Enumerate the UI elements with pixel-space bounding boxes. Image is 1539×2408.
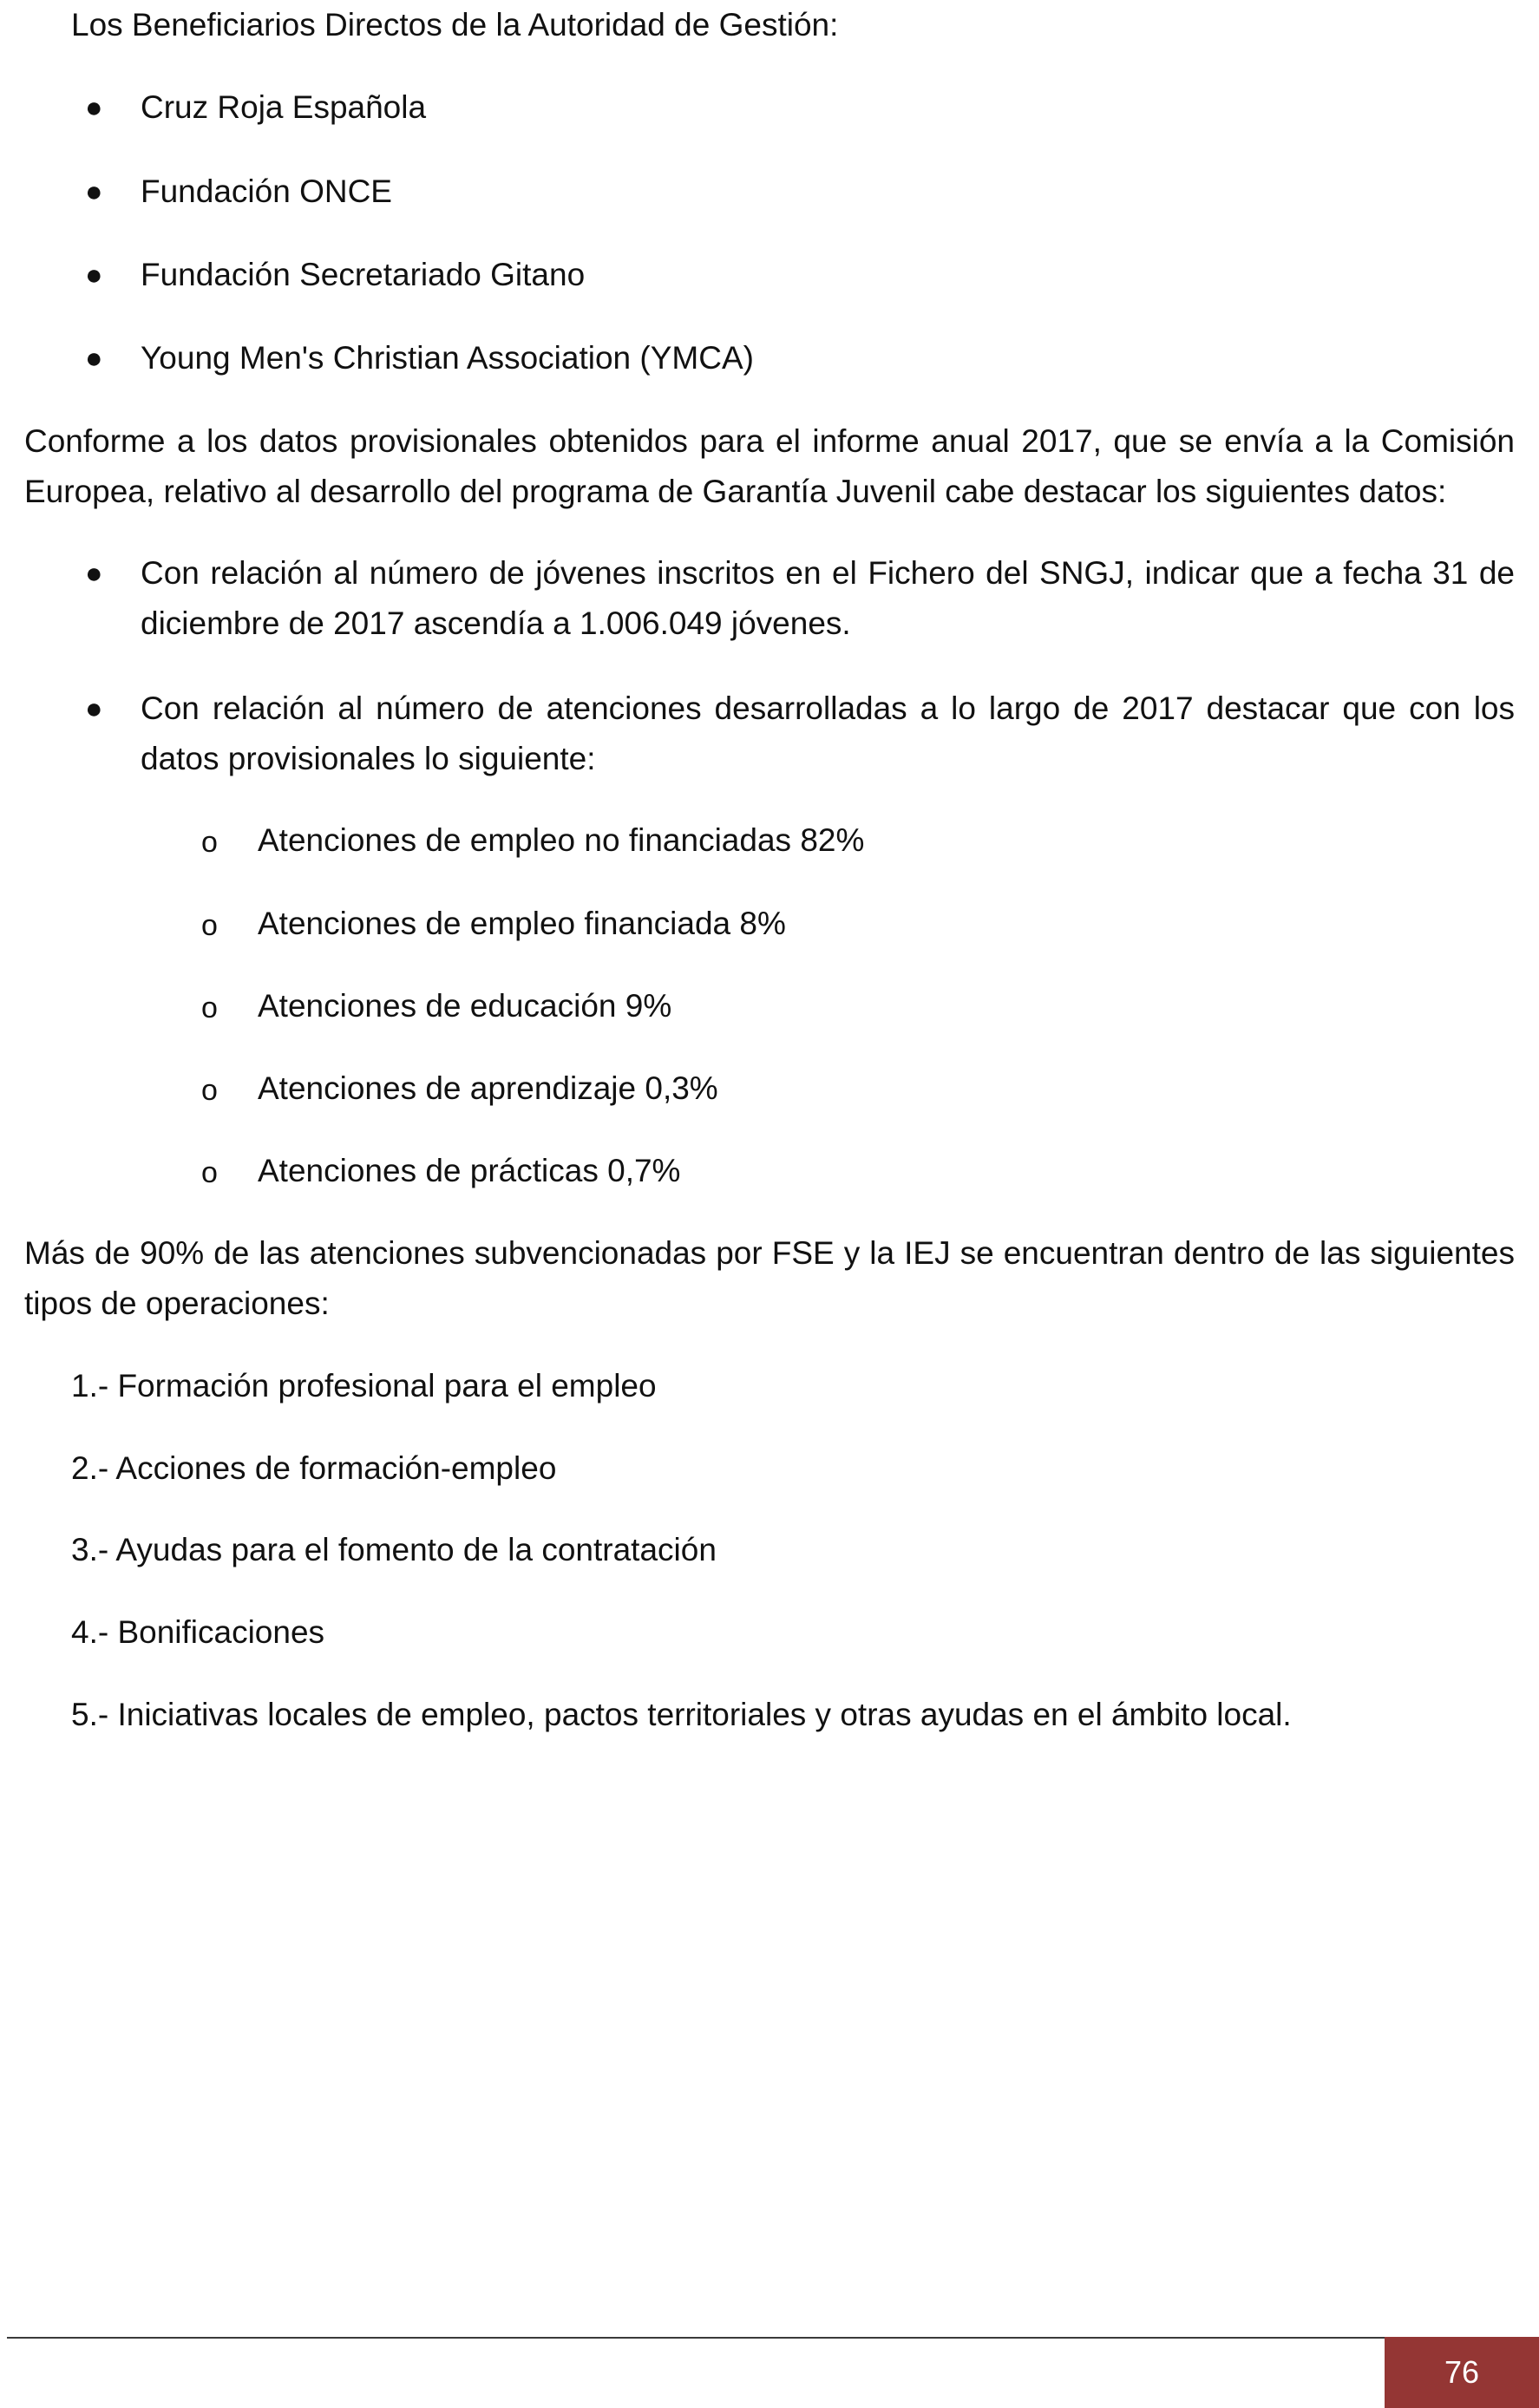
circle-bullet-icon: o xyxy=(201,826,218,859)
page-number: 76 xyxy=(1444,2354,1480,2390)
list-item: Fundación ONCE xyxy=(141,173,392,209)
list-item: Atenciones de aprendizaje 0,3% xyxy=(258,1070,718,1106)
bullet-icon: ● xyxy=(85,91,103,124)
circle-bullet-icon: o xyxy=(201,909,218,942)
paragraph-operaciones: Más de 90% de las atenciones subvencionadas por FSE y la IEJ se encuentran dentro de las siguientes tipos de operaciones: xyxy=(24,1235,1515,1321)
bullet-icon: ● xyxy=(85,258,103,291)
circle-bullet-icon: o xyxy=(201,1074,218,1107)
list-item: Young Men's Christian Association (YMCA) xyxy=(141,340,754,376)
circle-bullet-icon: o xyxy=(201,1156,218,1189)
bullet-icon: ● xyxy=(85,175,103,208)
footer-divider xyxy=(7,2337,1386,2339)
list-item: 2.- Acciones de formación-empleo xyxy=(71,1450,557,1486)
list-item: Fundación Secretariado Gitano xyxy=(141,257,586,292)
list-item: Atenciones de prácticas 0,7% xyxy=(258,1153,681,1188)
list-item: Con relación al número de jóvenes inscritos en el Fichero del SNGJ, indicar que a fecha 31 de diciembre de 2017 ascendía a 1.006.049 jóvenes. xyxy=(141,555,1515,641)
page-number-badge xyxy=(1385,2337,1539,2408)
list-item: 4.- Bonificaciones xyxy=(71,1614,325,1650)
list-item: Atenciones de empleo financiada 8% xyxy=(258,906,786,941)
list-item: Con relación al número de atenciones desarrolladas a lo largo de 2017 destacar que con los datos provisionales lo siguiente: xyxy=(141,690,1515,776)
bullet-icon: ● xyxy=(85,692,103,725)
intro-text: Los Beneficiarios Directos de la Autoridad de Gestión: xyxy=(71,7,839,43)
bullet-icon: ● xyxy=(85,342,103,375)
list-item: Atenciones de empleo no financiadas 82% xyxy=(258,822,865,858)
list-item: 3.- Ayudas para el fomento de la contratación xyxy=(71,1532,717,1567)
list-item: Atenciones de educación 9% xyxy=(258,988,672,1024)
bullet-icon: ● xyxy=(85,557,103,590)
paragraph-informe-anual: Conforme a los datos provisionales obtenidos para el informe anual 2017, que se envía a la Comisión Europea, relativo al desarrollo del programa de Garantía Juvenil cabe destacar los siguientes datos: xyxy=(24,423,1515,509)
circle-bullet-icon: o xyxy=(201,991,218,1024)
list-item: 5.- Iniciativas locales de empleo, pactos territoriales y otras ayudas en el ámbito local. xyxy=(71,1697,1292,1732)
list-item: 1.- Formación profesional para el empleo xyxy=(71,1368,657,1404)
list-item: Cruz Roja Española xyxy=(141,89,427,125)
